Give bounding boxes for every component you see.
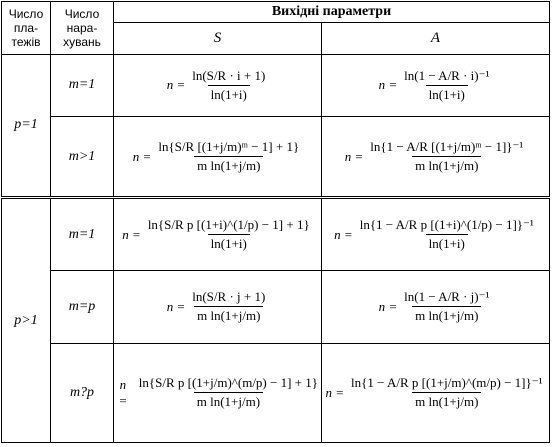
formula-denominator: ln(1+i) [208, 85, 250, 103]
condition-cell: m=p [51, 271, 114, 344]
group-label: p=1 [2, 54, 51, 198]
formula-numerator: ln(1 − A/R · i)⁻¹ [404, 67, 490, 83]
formula-lhs: n = [122, 226, 141, 242]
condition-cell: m=1 [51, 198, 114, 271]
formula-lhs: n = [166, 298, 186, 314]
formula-s-cell [114, 198, 322, 271]
formula-denominator: ln(1+i) [426, 234, 468, 252]
formula-lhs: n = [325, 384, 345, 400]
formula-a-cell [322, 343, 550, 442]
header-payments-count: Число пла-тежів [2, 2, 51, 55]
formula-numerator: ln(1 − A/R · j)⁻¹ [404, 289, 490, 305]
formula-s-cell [114, 54, 322, 117]
condition-cell: m?p [51, 343, 114, 442]
formula-numerator: ln{S/R [(1+j/m)ᵐ − 1] + 1} [158, 139, 300, 155]
formula-lhs: n = [118, 376, 128, 408]
formula-denominator: m ln(1+j/m) [412, 392, 481, 410]
formula-numerator: ln{1 − A/R p [(1+j/m)^(m/p) − 1]}⁻¹ [351, 375, 543, 391]
formula-lhs: n = [378, 298, 398, 314]
formula-denominator: m ln(1+j/m) [194, 392, 263, 410]
formula-s-cell [114, 271, 322, 344]
formula-numerator: ln{S/R p [(1+j/m)^(m/p) − 1] + 1} [138, 375, 318, 391]
header-col-a: A [322, 23, 550, 54]
header-accruals-count: Число нара-хувань [51, 2, 114, 55]
formula-lhs: n = [132, 148, 152, 164]
formula-a-cell [322, 271, 550, 344]
formula-s-cell [114, 343, 322, 442]
formula-lhs: n = [344, 148, 364, 164]
group-label: p>1 [2, 198, 51, 443]
formula-numerator: ln(S/R · j + 1) [192, 289, 266, 305]
formula-s-cell [114, 117, 322, 198]
formula-denominator: m ln(1+j/m) [412, 156, 481, 174]
condition-cell: m=1 [51, 54, 114, 117]
formula-a-cell [322, 54, 550, 117]
formula-numerator: ln{1 − A/R [(1+j/m)ᵐ − 1]}⁻¹ [370, 139, 524, 155]
formula-denominator: m ln(1+j/m) [194, 156, 263, 174]
formula-lhs: n = [166, 77, 186, 93]
formula-denominator: ln(1+i) [208, 234, 250, 252]
formula-a-cell [322, 198, 550, 271]
formula-numerator: ln(S/R · i + 1) [192, 67, 266, 83]
condition-cell: m>1 [51, 117, 114, 198]
formula-denominator: m ln(1+j/m) [194, 306, 263, 324]
header-col-s: S [114, 23, 322, 54]
formula-lhs: n = [334, 226, 353, 242]
formula-table [1, 1, 550, 443]
formula-numerator: ln{1 − A/R p [(1+i)^(1/p) − 1]}⁻¹ [359, 217, 534, 233]
formula-denominator: m ln(1+j/m) [412, 306, 481, 324]
header-source-params: Вихідні параметри [114, 2, 550, 23]
formula-a-cell [322, 117, 550, 198]
formula-numerator: ln{S/R p [(1+i)^(1/p) − 1] + 1} [147, 217, 310, 233]
formula-lhs: n = [378, 77, 398, 93]
formula-denominator: ln(1+i) [426, 85, 468, 103]
